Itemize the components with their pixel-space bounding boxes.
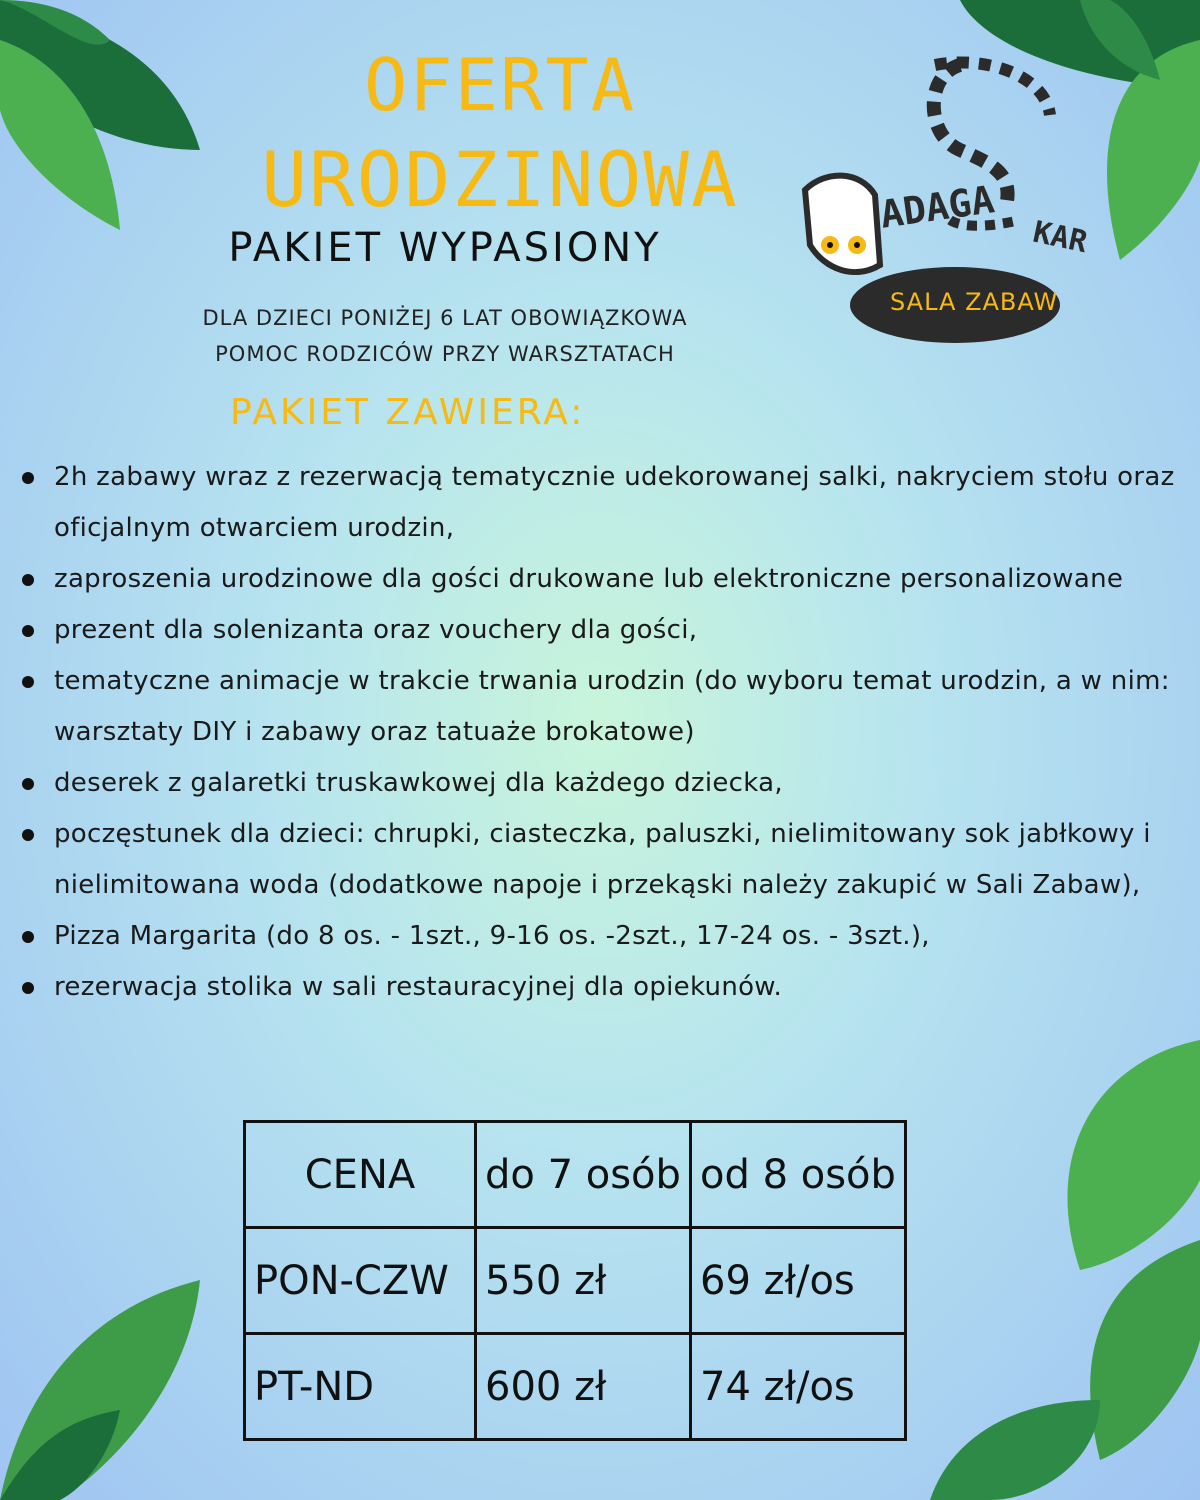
logo	[785, 55, 1115, 355]
list-item: rezerwacja stolika w sali restauracyjnej dla opiekunów.	[14, 962, 1189, 1013]
price-per-person-cell: 69 zł/os	[691, 1228, 906, 1334]
table-row	[245, 1228, 906, 1334]
title-line-1: OFERTA	[363, 43, 637, 127]
leaf-bottom-right-decoration	[930, 1040, 1200, 1500]
list-item: deserek z galaretki truskawkowej dla każdego dziecka,	[14, 758, 1189, 809]
price-cell: 550 zł	[476, 1228, 691, 1334]
list-item: poczęstunek dla dzieci: chrupki, ciasteczka, paluszki, nielimitowany sok jabłkowy i nielimitowana woda (dodatkowe napoje i przekąski należy zakupić w Sali Zabaw),	[14, 809, 1189, 911]
leaf-bottom-left-decoration	[0, 1220, 250, 1500]
list-item: 2h zabawy wraz z rezerwacją tematycznie udekorowanej salki, nakryciem stołu oraz oficjalnym otwarciem urodzin,	[14, 452, 1189, 554]
note-line-2: POMOC RODZICÓW PRZY WARSZTATACH	[215, 342, 675, 366]
price-cell: 600 zł	[476, 1334, 691, 1440]
list-item: Pizza Margarita (do 8 os. - 1szt., 9-16 os. -2szt., 17-24 os. - 3szt.),	[14, 911, 1189, 962]
logo-name-right: KAR	[1029, 214, 1091, 261]
table-header-row	[245, 1122, 906, 1228]
price-per-person-cell: 74 zł/os	[691, 1334, 906, 1440]
day-range-cell: PT-ND	[245, 1334, 476, 1440]
header-cell-up-to-7: do 7 osób	[476, 1122, 691, 1228]
price-header-cell: CENA	[245, 1122, 476, 1228]
list-item: tematyczne animacje w trakcie trwania urodzin (do wyboru temat urodzin, a w nim: warsztaty DIY i zabawy oraz tatuaże brokatowe)	[14, 656, 1189, 758]
list-item: prezent dla solenizanta oraz vouchery dla gości,	[14, 605, 1189, 656]
logo-name-left: ADAGA	[877, 177, 997, 237]
price-table	[243, 1120, 907, 1441]
package-heading: PAKIET ZAWIERA:	[230, 392, 586, 433]
package-items-list	[14, 452, 1189, 1013]
table-row	[245, 1334, 906, 1440]
title-line-2: URODZINOWA	[261, 135, 739, 224]
day-range-cell: PON-CZW	[245, 1228, 476, 1334]
list-item: zaproszenia urodzinowe dla gości drukowane lub elektroniczne personalizowane	[14, 554, 1189, 605]
logo-tagline: SALA ZABAW	[890, 288, 1059, 316]
note-line-1: DLA DZIECI PONIŻEJ 6 LAT OBOWIĄZKOWA	[202, 306, 688, 330]
parent-help-note	[100, 300, 790, 372]
header-cell-from-8: od 8 osób	[691, 1122, 906, 1228]
package-name: PAKIET WYPASIONY	[228, 225, 662, 271]
